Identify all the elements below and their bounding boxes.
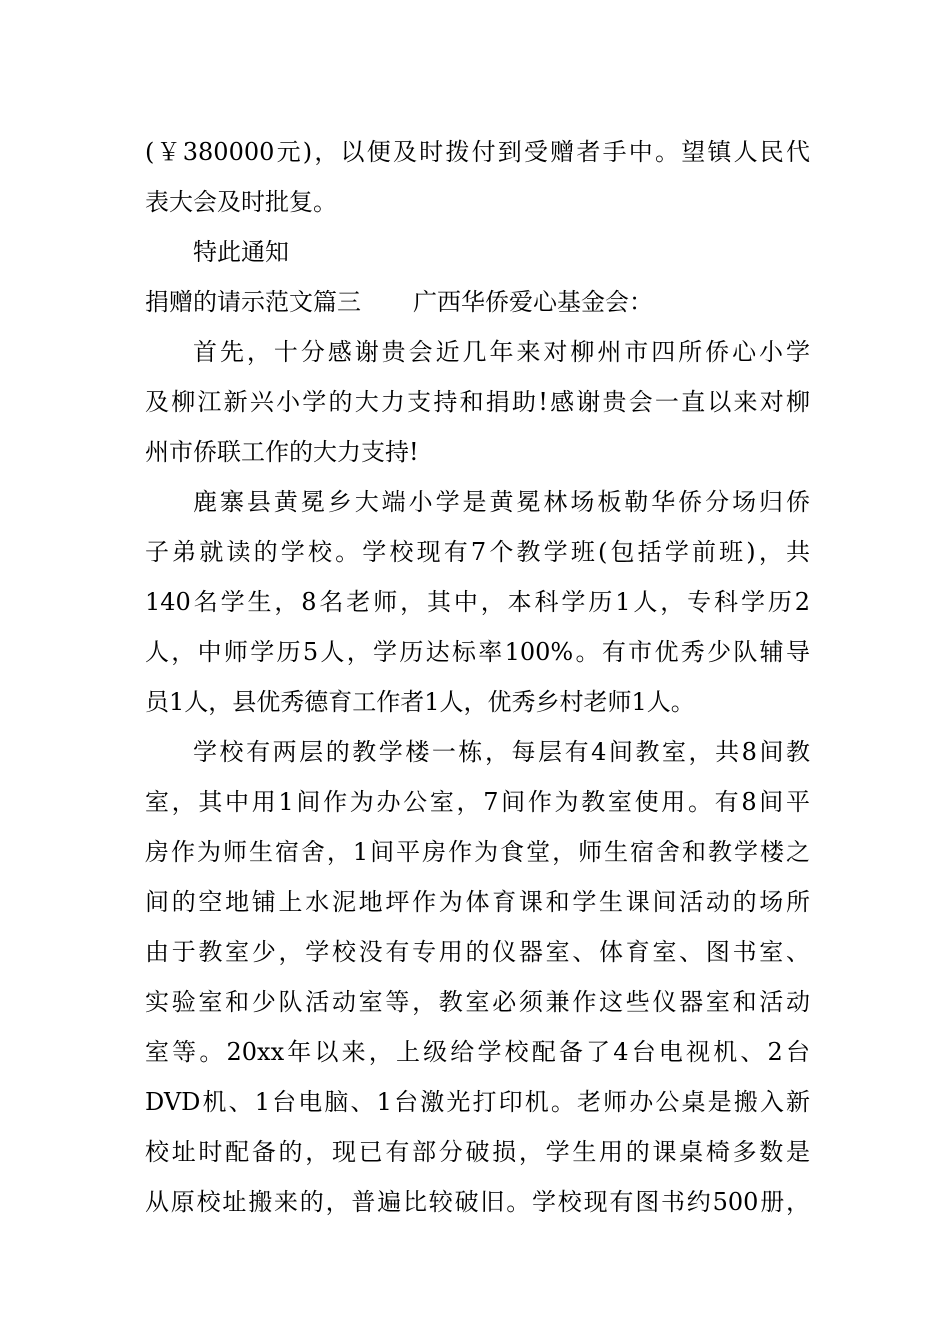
text-line: 及柳江新兴小学的大力支持和捐助!感谢贵会一直以来对柳 [145,388,810,416]
text-line: 表大会及时批复。 [145,188,337,216]
text-line: 学校有两层的教学楼一栋，每层有4间教室，共8间教 [193,738,810,766]
text-line: DVD机、1台电脑、1台激光打印机。老师办公桌是搬入新 [145,1088,810,1116]
text-line: 鹿寨县黄冕乡大端小学是黄冕林场板勒华侨分场归侨 [193,488,810,516]
addressee: 广西华侨爱心基金会： [413,288,653,316]
closing-line: 特此通知 [193,238,289,266]
text-line: 首先，十分感谢贵会近几年来对柳州市四所侨心小学 [193,338,810,366]
section-heading [145,277,810,327]
section-title: 捐赠的请示范文篇三 [145,288,361,316]
text-line: 从原校址搬来的，普遍比较破旧。学校现有图书约500册， [145,1188,810,1216]
text-line: (￥380000元)，以便及时拨付到受赠者手中。望镇人民代 [145,138,810,166]
text-line: 州市侨联工作的大力支持! [145,438,419,466]
document-body [145,127,810,1227]
text-line: 室，其中用1间作为办公室，7间作为教室使用。有8间平 [145,788,810,816]
text-line: 房作为师生宿舍，1间平房作为食堂，师生宿舍和教学楼之 [145,838,810,866]
text-line: 140名学生，8名老师，其中，本科学历1人，专科学历2 [145,588,810,616]
text-line: 子弟就读的学校。学校现有7个教学班(包括学前班)，共 [145,538,810,566]
text-line: 室等。20xx年以来，上级给学校配备了4台电视机、2台 [145,1038,810,1066]
text-line: 校址时配备的，现已有部分破损，学生用的课桌椅多数是 [145,1138,810,1166]
text-line: 实验室和少队活动室等，教室必须兼作这些仪器室和活动 [145,988,810,1016]
text-line: 间的空地铺上水泥地坪作为体育课和学生课间活动的场所 [145,888,810,916]
text-line: 人，中师学历5人，学历达标率100%。有市优秀少队辅导 [145,638,810,666]
text-line: 由于教室少，学校没有专用的仪器室、体育室、图书室、 [145,938,810,966]
text-line: 员1人，县优秀德育工作者1人，优秀乡村老师1人。 [145,688,695,716]
